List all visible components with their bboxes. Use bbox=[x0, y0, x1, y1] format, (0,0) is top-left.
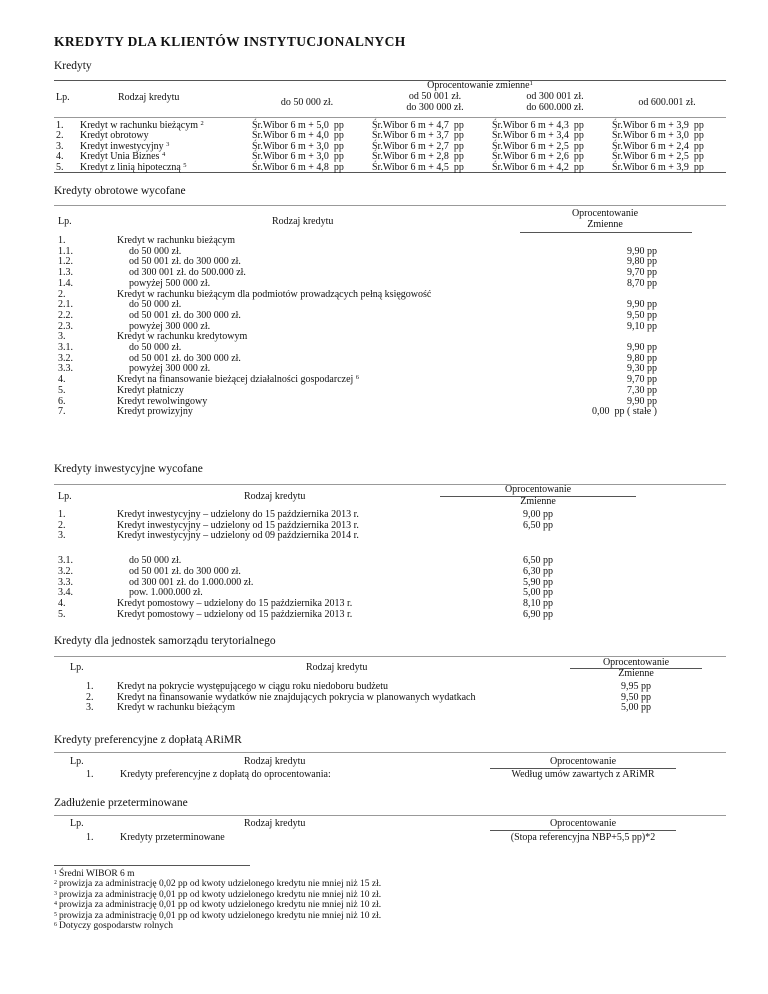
table-row-name: Kredyt pomostowy – udzielony od 15 października 2013 r. bbox=[117, 608, 353, 620]
col-header-lp: Lp. bbox=[58, 216, 72, 227]
table-row-name bbox=[80, 151, 165, 162]
table-row-name bbox=[117, 374, 359, 385]
table-row-name-text: Kredyt w rachunku bieżącym bbox=[80, 120, 199, 131]
table-row-lp: 3. bbox=[56, 140, 64, 152]
table-row-lp: 2. bbox=[86, 691, 94, 703]
table-row-lp: 1. bbox=[86, 832, 94, 843]
table-row-lp: 1. bbox=[86, 681, 94, 692]
table-row-name-text: do 50 000 zł. bbox=[129, 245, 182, 257]
table-row-name-text: Kredyt na finansowanie bieżącej działalności gospodarczej bbox=[117, 374, 354, 386]
footnote-text: prowizja za administrację 0,01 pp od kwoty udzielonego kredytu nie mniej niż 10 zł. bbox=[59, 889, 382, 900]
table-row-lp: 2.2. bbox=[58, 309, 73, 321]
table-row-name-text: Kredyt obrotowy bbox=[80, 130, 149, 142]
table-row-rate: 9,90 pp bbox=[627, 395, 657, 407]
table-row-lp: 2.3. bbox=[58, 320, 73, 332]
table-row-name-text: powyżej 300 000 zł. bbox=[129, 320, 211, 332]
table-row-name-text: Kredyt prowizyjny bbox=[117, 406, 193, 418]
footnote bbox=[54, 922, 173, 932]
table-row-name-text: Kredyt rewolwingowy bbox=[117, 395, 208, 407]
table-row-rate: 9,70 pp bbox=[627, 267, 657, 279]
footnote-ref: 3 bbox=[166, 140, 170, 148]
col-header-rate: Oprocentowanie bbox=[549, 818, 617, 829]
footnote-ref: 6 bbox=[54, 922, 57, 928]
table-row-rate: Śr.Wibor 6 m + 4,2 pp bbox=[492, 161, 584, 173]
table-row-rate: 8,70 pp bbox=[627, 277, 657, 289]
table-row-lp: 7. bbox=[58, 406, 66, 418]
col-header-lp: Lp. bbox=[58, 491, 72, 502]
table-row-rate: 6,50 pp bbox=[523, 555, 553, 567]
col-header-kind: Rodzaj kredytu bbox=[244, 491, 306, 502]
table-row-lp: 3.3. bbox=[58, 363, 73, 375]
table-row-name bbox=[129, 363, 210, 374]
table-row-name bbox=[129, 267, 246, 278]
table-row-rate: Śr.Wibor 6 m + 3,9 pp bbox=[612, 120, 704, 131]
table-row-lp: 1.4. bbox=[58, 277, 73, 289]
footnote-text: prowizja za administrację 0,01 pp od kwoty udzielonego kredytu nie mniej niż 10 zł. bbox=[59, 900, 382, 911]
table-row-name-text: od 50 001 zł. do 300 000 zł. bbox=[129, 309, 241, 321]
table-row-rate: 9,10 pp bbox=[627, 320, 657, 332]
table-row-name: Kredyty preferencyjne z dopłatą do oprocentowania: bbox=[120, 769, 331, 780]
col-header-rate-type: Zmienne bbox=[618, 668, 654, 679]
table-row-name: pow. 1.000.000 zł. bbox=[129, 587, 203, 599]
table-row-name bbox=[129, 321, 210, 332]
section-heading-zadluzenie: Zadłużenie przeterminowane bbox=[54, 797, 188, 809]
table-row-rate: Śr.Wibor 6 m + 2,7 pp bbox=[372, 140, 464, 152]
table-row-rate: Śr.Wibor 6 m + 4,5 pp bbox=[372, 161, 464, 173]
table-row-lp: 5. bbox=[56, 161, 64, 173]
col-header-rate: Oprocentowanie bbox=[602, 657, 670, 668]
table-row-rate: Śr.Wibor 6 m + 3,0 pp bbox=[252, 140, 344, 152]
footnote-text: prowizja za administrację 0,02 pp od kwoty udzielonego kredytu nie mniej niż 15 zł. bbox=[59, 879, 382, 890]
table-row-name-text: Kredyt płatniczy bbox=[117, 384, 184, 396]
table-row-name: Kredyty przeterminowane bbox=[120, 832, 225, 843]
table-row-lp: 3. bbox=[58, 331, 66, 343]
table-row-rate: Śr.Wibor 6 m + 4,0 pp bbox=[252, 130, 344, 142]
table-row-name bbox=[117, 396, 207, 407]
footnote bbox=[54, 880, 381, 890]
table-row-lp: 1.1. bbox=[58, 245, 73, 257]
table-row-rate: Śr.Wibor 6 m + 2,4 pp bbox=[612, 140, 704, 152]
table-row-rate: 9,50 pp bbox=[621, 691, 651, 703]
table-row-name: od 50 001 zł. do 300 000 zł. bbox=[129, 565, 241, 577]
table-row-rate: 9,90 pp bbox=[627, 342, 657, 353]
table-row-name: Kredyt inwestycyjny – udzielony od 09 października 2014 r. bbox=[117, 530, 359, 542]
table-row-name bbox=[117, 235, 235, 246]
table-row-name-text: Kredyt Unia Biznes bbox=[80, 151, 160, 163]
table-row-name bbox=[80, 162, 187, 173]
table-row-name bbox=[117, 406, 193, 417]
table-row-rate: Śr.Wibor 6 m + 4,3 pp bbox=[492, 120, 584, 131]
table-row-lp: 2. bbox=[56, 130, 64, 142]
table-row-rate: Śr.Wibor 6 m + 3,7 pp bbox=[372, 130, 464, 142]
table-row-name bbox=[80, 120, 204, 131]
table-row-lp: 2. bbox=[58, 288, 66, 300]
table-row-rate: 9,95 pp bbox=[621, 681, 651, 692]
table-row-name: Kredyt na finansowanie wydatków nie znajdujących pokrycia w planowanych wydatkach bbox=[117, 691, 476, 703]
table-row-name bbox=[80, 130, 149, 141]
footnote-ref: 5 bbox=[183, 161, 187, 169]
table-row-name-text: do 50 000 zł. bbox=[129, 299, 182, 311]
table-row-name-text: Kredyt w rachunku bieżącym dla podmiotów prowadzących pełną księgowość bbox=[117, 288, 432, 300]
footnote-ref: 4 bbox=[54, 901, 57, 908]
table-row-lp: 3.4. bbox=[58, 587, 73, 599]
table-row-rate: Śr.Wibor 6 m + 2,5 pp bbox=[492, 140, 584, 152]
footnote-ref: 1 bbox=[54, 870, 57, 876]
table-row-lp: 3.3. bbox=[58, 576, 73, 588]
footnote-ref: 6 bbox=[355, 374, 360, 382]
table-row-name-text: od 50 001 zł. do 300 000 zł. bbox=[129, 256, 241, 268]
table-row-rate: 8,10 pp bbox=[523, 597, 553, 609]
table-row-rate: Śr.Wibor 6 m + 3,4 pp bbox=[492, 130, 584, 142]
col-header-kind: Rodzaj kredytu bbox=[272, 216, 334, 227]
table-row-name-text: do 50 000 zł. bbox=[129, 342, 182, 353]
col-header-rate: Oprocentowanie bbox=[504, 484, 572, 495]
table-row-rate: 6,50 pp bbox=[523, 519, 553, 531]
footnote-text: Dotyczy gospodarstw rolnych bbox=[59, 921, 173, 931]
table-row-rate: 6,90 pp bbox=[523, 608, 553, 620]
table-row-lp: 1. bbox=[58, 509, 66, 520]
table-row-lp: 3.2. bbox=[58, 352, 73, 364]
table-row-rate: Śr.Wibor 6 m + 4,8 pp bbox=[252, 161, 344, 173]
table-row-name: do 50 000 zł. bbox=[129, 555, 182, 567]
table-row-lp: 6. bbox=[58, 395, 66, 407]
table-row-name bbox=[129, 246, 181, 257]
table-row-rate: Śr.Wibor 6 m + 3,0 pp bbox=[252, 151, 344, 163]
section-heading-jst: Kredyty dla jednostek samorządu terytorialnego bbox=[54, 635, 276, 647]
table-row-lp: 3.1. bbox=[58, 555, 73, 567]
table-row-rate: Śr.Wibor 6 m + 2,8 pp bbox=[372, 151, 464, 163]
table-row-name-text: od 300 001 zł. do 500.000 zł. bbox=[129, 267, 246, 279]
section-heading-obrotowe: Kredyty obrotowe wycofane bbox=[54, 185, 186, 197]
table-row-name-text: Kredyt w rachunku bieżącym bbox=[117, 235, 236, 246]
table-row-name-text: powyżej 500 000 zł. bbox=[129, 277, 211, 289]
table-row-rate: 5,00 pp bbox=[621, 702, 651, 714]
table-row-lp: 4. bbox=[58, 374, 66, 386]
section-heading-inwestycyjne: Kredyty inwestycyjne wycofane bbox=[54, 463, 203, 475]
table-row-name: Kredyt w rachunku bieżącym bbox=[117, 702, 236, 714]
table-row-name bbox=[129, 353, 241, 364]
table-row-rate: Śr.Wibor 6 m + 2,5 pp bbox=[612, 151, 704, 163]
table-row-name-text: Kredyt inwestycyjny bbox=[80, 140, 164, 152]
table-row-lp: 3. bbox=[86, 702, 94, 714]
table-row-rate: 9,70 pp bbox=[627, 374, 657, 386]
table-row-name bbox=[80, 141, 169, 152]
footnote-ref: 3 bbox=[54, 890, 57, 897]
table-row-name-text: powyżej 300 000 zł. bbox=[129, 363, 211, 375]
col-header-lp: Lp. bbox=[70, 818, 84, 829]
table-row-rate: 6,30 pp bbox=[523, 565, 553, 577]
footnote-ref: 2 bbox=[200, 120, 204, 127]
table-row-name: Kredyt na pokrycie występującego w ciągu roku niedoboru budżetu bbox=[117, 681, 389, 692]
footnote bbox=[54, 891, 381, 901]
section-heading-kredyty: Kredyty bbox=[54, 60, 92, 72]
table-row-lp: 1.2. bbox=[58, 256, 73, 268]
table-row-name-text: Kredyt z linią hipoteczną bbox=[80, 161, 181, 173]
col-header-kind: Rodzaj kredytu bbox=[118, 92, 180, 103]
col-header-lp: Lp. bbox=[56, 92, 70, 103]
table-row-name bbox=[129, 299, 181, 310]
table-row-name bbox=[129, 342, 181, 353]
footnote bbox=[54, 912, 381, 922]
table-row-rate: 5,90 pp bbox=[523, 576, 553, 588]
table-row-lp: 5. bbox=[58, 608, 66, 620]
table-row-name bbox=[117, 385, 184, 396]
table-row-name: od 300 001 zł. do 1.000.000 zł. bbox=[129, 576, 254, 588]
table-row-rate: Śr.Wibor 6 m + 3,9 pp bbox=[612, 161, 704, 173]
table-row-lp: 4. bbox=[56, 151, 64, 163]
table-row-lp: 2. bbox=[58, 519, 66, 531]
table-row-rate: 9,50 pp bbox=[627, 309, 657, 321]
section-heading-arimr: Kredyty preferencyjne z dopłatą ARiMR bbox=[54, 734, 242, 746]
table-row-name: Kredyt inwestycyjny – udzielony od 15 października 2013 r. bbox=[117, 519, 359, 531]
table-row-rate: Śr.Wibor 6 m + 3,0 pp bbox=[612, 130, 704, 142]
table-row-name bbox=[117, 289, 431, 300]
table-row-rate: (Stopa referencyjna NBP+5,5 pp)*2 bbox=[510, 832, 656, 843]
table-row-lp: 3. bbox=[58, 530, 66, 542]
table-row-name-text: Kredyt w rachunku kredytowym bbox=[117, 331, 248, 343]
table-row-lp: 5. bbox=[58, 384, 66, 396]
tier-header-3b: do 600.000 zł. bbox=[526, 102, 584, 113]
col-header-kind: Rodzaj kredytu bbox=[244, 818, 306, 829]
table-row-rate: Śr.Wibor 6 m + 2,6 pp bbox=[492, 151, 584, 163]
tier-header-2a: od 50 001 zł. bbox=[408, 91, 462, 102]
table-row-name bbox=[129, 310, 241, 321]
table-row-name bbox=[129, 256, 241, 267]
table-row-rate: 9,80 pp bbox=[627, 352, 657, 364]
table-row-lp: 1.3. bbox=[58, 267, 73, 279]
footnote-text: Średni WIBOR 6 m bbox=[59, 869, 135, 879]
table-row-rate: 9,90 pp bbox=[627, 245, 657, 257]
table-row-name: Kredyt pomostowy – udzielony do 15 października 2013 r. bbox=[117, 597, 353, 609]
table-row-lp: 3.2. bbox=[58, 565, 73, 577]
table-row-name-text: od 50 001 zł. do 300 000 zł. bbox=[129, 352, 241, 364]
col-header-rate-group: Oprocentowanie zmienne$^1$ bbox=[427, 80, 533, 91]
col-header-rate-type: Zmienne bbox=[520, 496, 556, 507]
footnote-ref: 5 bbox=[54, 911, 57, 918]
col-header-rate: Oprocentowanie bbox=[549, 756, 617, 767]
footnote bbox=[54, 870, 135, 880]
tier-header-2b: do 300 000 zł. bbox=[406, 102, 464, 113]
page-title: KREDYTY DLA KLIENTÓW INSTYTUCJONALNYCH bbox=[54, 34, 406, 49]
col-header-kind: Rodzaj kredytu bbox=[306, 662, 368, 673]
table-row-rate: 9,80 pp bbox=[627, 256, 657, 268]
col-header-rate-type: Zmienne bbox=[587, 219, 623, 230]
tier-header-3a: od 300 001 zł. bbox=[526, 91, 584, 102]
table-row-lp: 1. bbox=[58, 235, 66, 246]
footnote-text: prowizja za administrację 0,01 pp od kwoty udzielonego kredytu nie mniej niż 10 zł. bbox=[59, 910, 382, 921]
table-row-rate: 9,90 pp bbox=[627, 299, 657, 311]
footnote-ref: 2 bbox=[54, 880, 57, 887]
footnote bbox=[54, 901, 381, 911]
col-header-kind: Rodzaj kredytu bbox=[244, 756, 306, 767]
table-row-name: Kredyt inwestycyjny – udzielony do 15 października 2013 r. bbox=[117, 509, 359, 520]
table-row-rate: 9,30 pp bbox=[627, 363, 657, 375]
col-header-lp: Lp. bbox=[70, 756, 84, 767]
col-header-rate: Oprocentowanie bbox=[571, 208, 639, 219]
table-row-rate: 0,00 pp ( stałe ) bbox=[592, 406, 657, 418]
table-row-name bbox=[129, 278, 210, 289]
table-row-lp: 2.1. bbox=[58, 299, 73, 311]
table-row-rate: Według umów zawartych z ARiMR bbox=[511, 769, 655, 780]
table-row-rate: 9,00 pp bbox=[523, 509, 553, 520]
table-row-lp: 1. bbox=[56, 120, 64, 131]
table-row-name bbox=[117, 331, 247, 342]
col-header-lp: Lp. bbox=[70, 662, 84, 673]
tier-header-1: do 50 000 zł. bbox=[280, 97, 334, 108]
table-row-lp: 4. bbox=[58, 597, 66, 609]
table-row-lp: 3.1. bbox=[58, 342, 73, 353]
table-row-lp: 1. bbox=[86, 769, 94, 780]
table-row-rate: 7,30 pp bbox=[627, 384, 657, 396]
table-row-rate: Śr.Wibor 6 m + 5,0 pp bbox=[252, 120, 344, 131]
footnote-ref: 4 bbox=[161, 151, 166, 159]
table-row-rate: Śr.Wibor 6 m + 4,7 pp bbox=[372, 120, 464, 131]
table-row-rate: 5,00 pp bbox=[523, 587, 553, 599]
tier-header-4: od 600.001 zł. bbox=[638, 97, 696, 108]
